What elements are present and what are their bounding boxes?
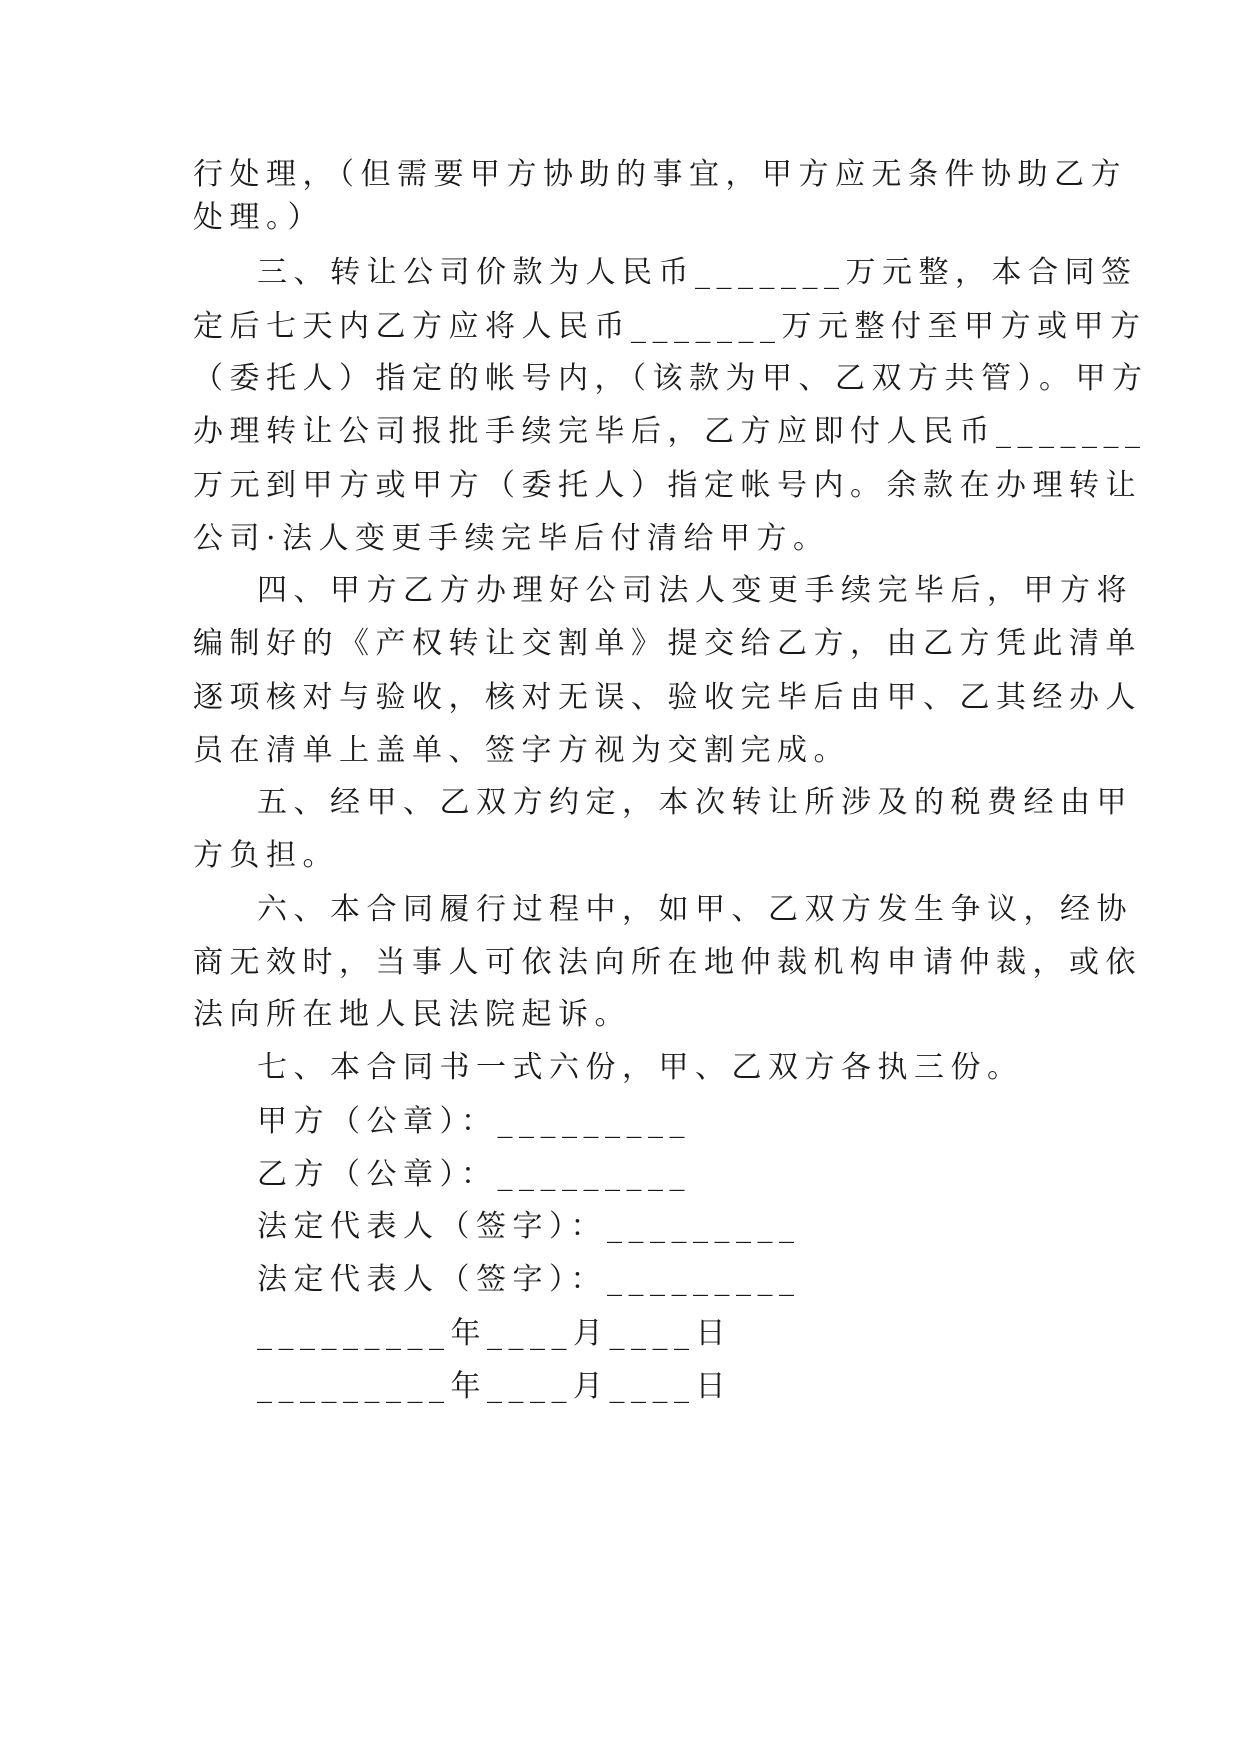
clause-three-line-3: （委托人）指定的帐号内，（该款为甲、乙双方共管）。甲方 [193,361,1149,396]
date-line-1: _________年____月____日 [257,1316,732,1351]
party-b-seal-line: 乙方（公章）：_________ [257,1157,691,1192]
legal-representative-signature-line-2: 法定代表人（签字）：_________ [257,1262,801,1297]
clause-six-line-2: 商无效时，当事人可依法向所在地仲裁机构申请仲裁，或依 [193,945,1142,980]
legal-representative-signature-line-1: 法定代表人（签字）：_________ [257,1209,801,1244]
date-line-2: _________年____月____日 [257,1369,732,1404]
clause-three-line-6: 公司·法人变更手续完毕后付清给甲方。 [193,521,830,556]
clause-seven-line: 七、本合同书一式六份，甲、乙双方各执三份。 [257,1050,1024,1085]
clause-four-line-3: 逐项核对与验收，核对无误、验收完毕后由甲、乙其经办人 [193,680,1142,715]
clause-four-line-1: 四、甲方乙方办理好公司法人变更手续完毕后，甲方将 [257,573,1133,608]
clause-six-line-3: 法向所在地人民法院起诉。 [193,997,631,1032]
clause-five-line-1: 五、经甲、乙双方约定，本次转让所涉及的税费经由甲 [257,785,1133,820]
clause-four-line-4: 员在清单上盖单、签字方视为交割完成。 [193,733,850,768]
clause-three-line-4: 办理转让公司报批手续完毕后，乙方应即付人民币_______ [193,414,1147,449]
clause-two-continuation-line-2: 处理。） [193,200,324,235]
clause-four-line-2: 编制好的《产权转让交割单》提交给乙方，由乙方凭此清单 [193,626,1142,661]
party-a-seal-line: 甲方（公章）：_________ [257,1104,691,1139]
clause-three-line-5: 万元到甲方或甲方（委托人）指定帐号内。余款在办理转让 [193,468,1142,503]
clause-six-line-1: 六、本合同履行过程中，如甲、乙双方发生争议，经协 [257,892,1133,927]
clause-two-continuation-line-1: 行处理，（但需要甲方协助的事宜，甲方应无条件协助乙方 [193,157,1127,192]
clause-five-line-2: 方负担。 [193,838,339,873]
clause-three-line-2: 定后七天内乙方应将人民币_______万元整付至甲方或甲方 [193,309,1147,344]
clause-three-line-1: 三、转让公司价款为人民币_______万元整，本合同签 [257,255,1138,290]
